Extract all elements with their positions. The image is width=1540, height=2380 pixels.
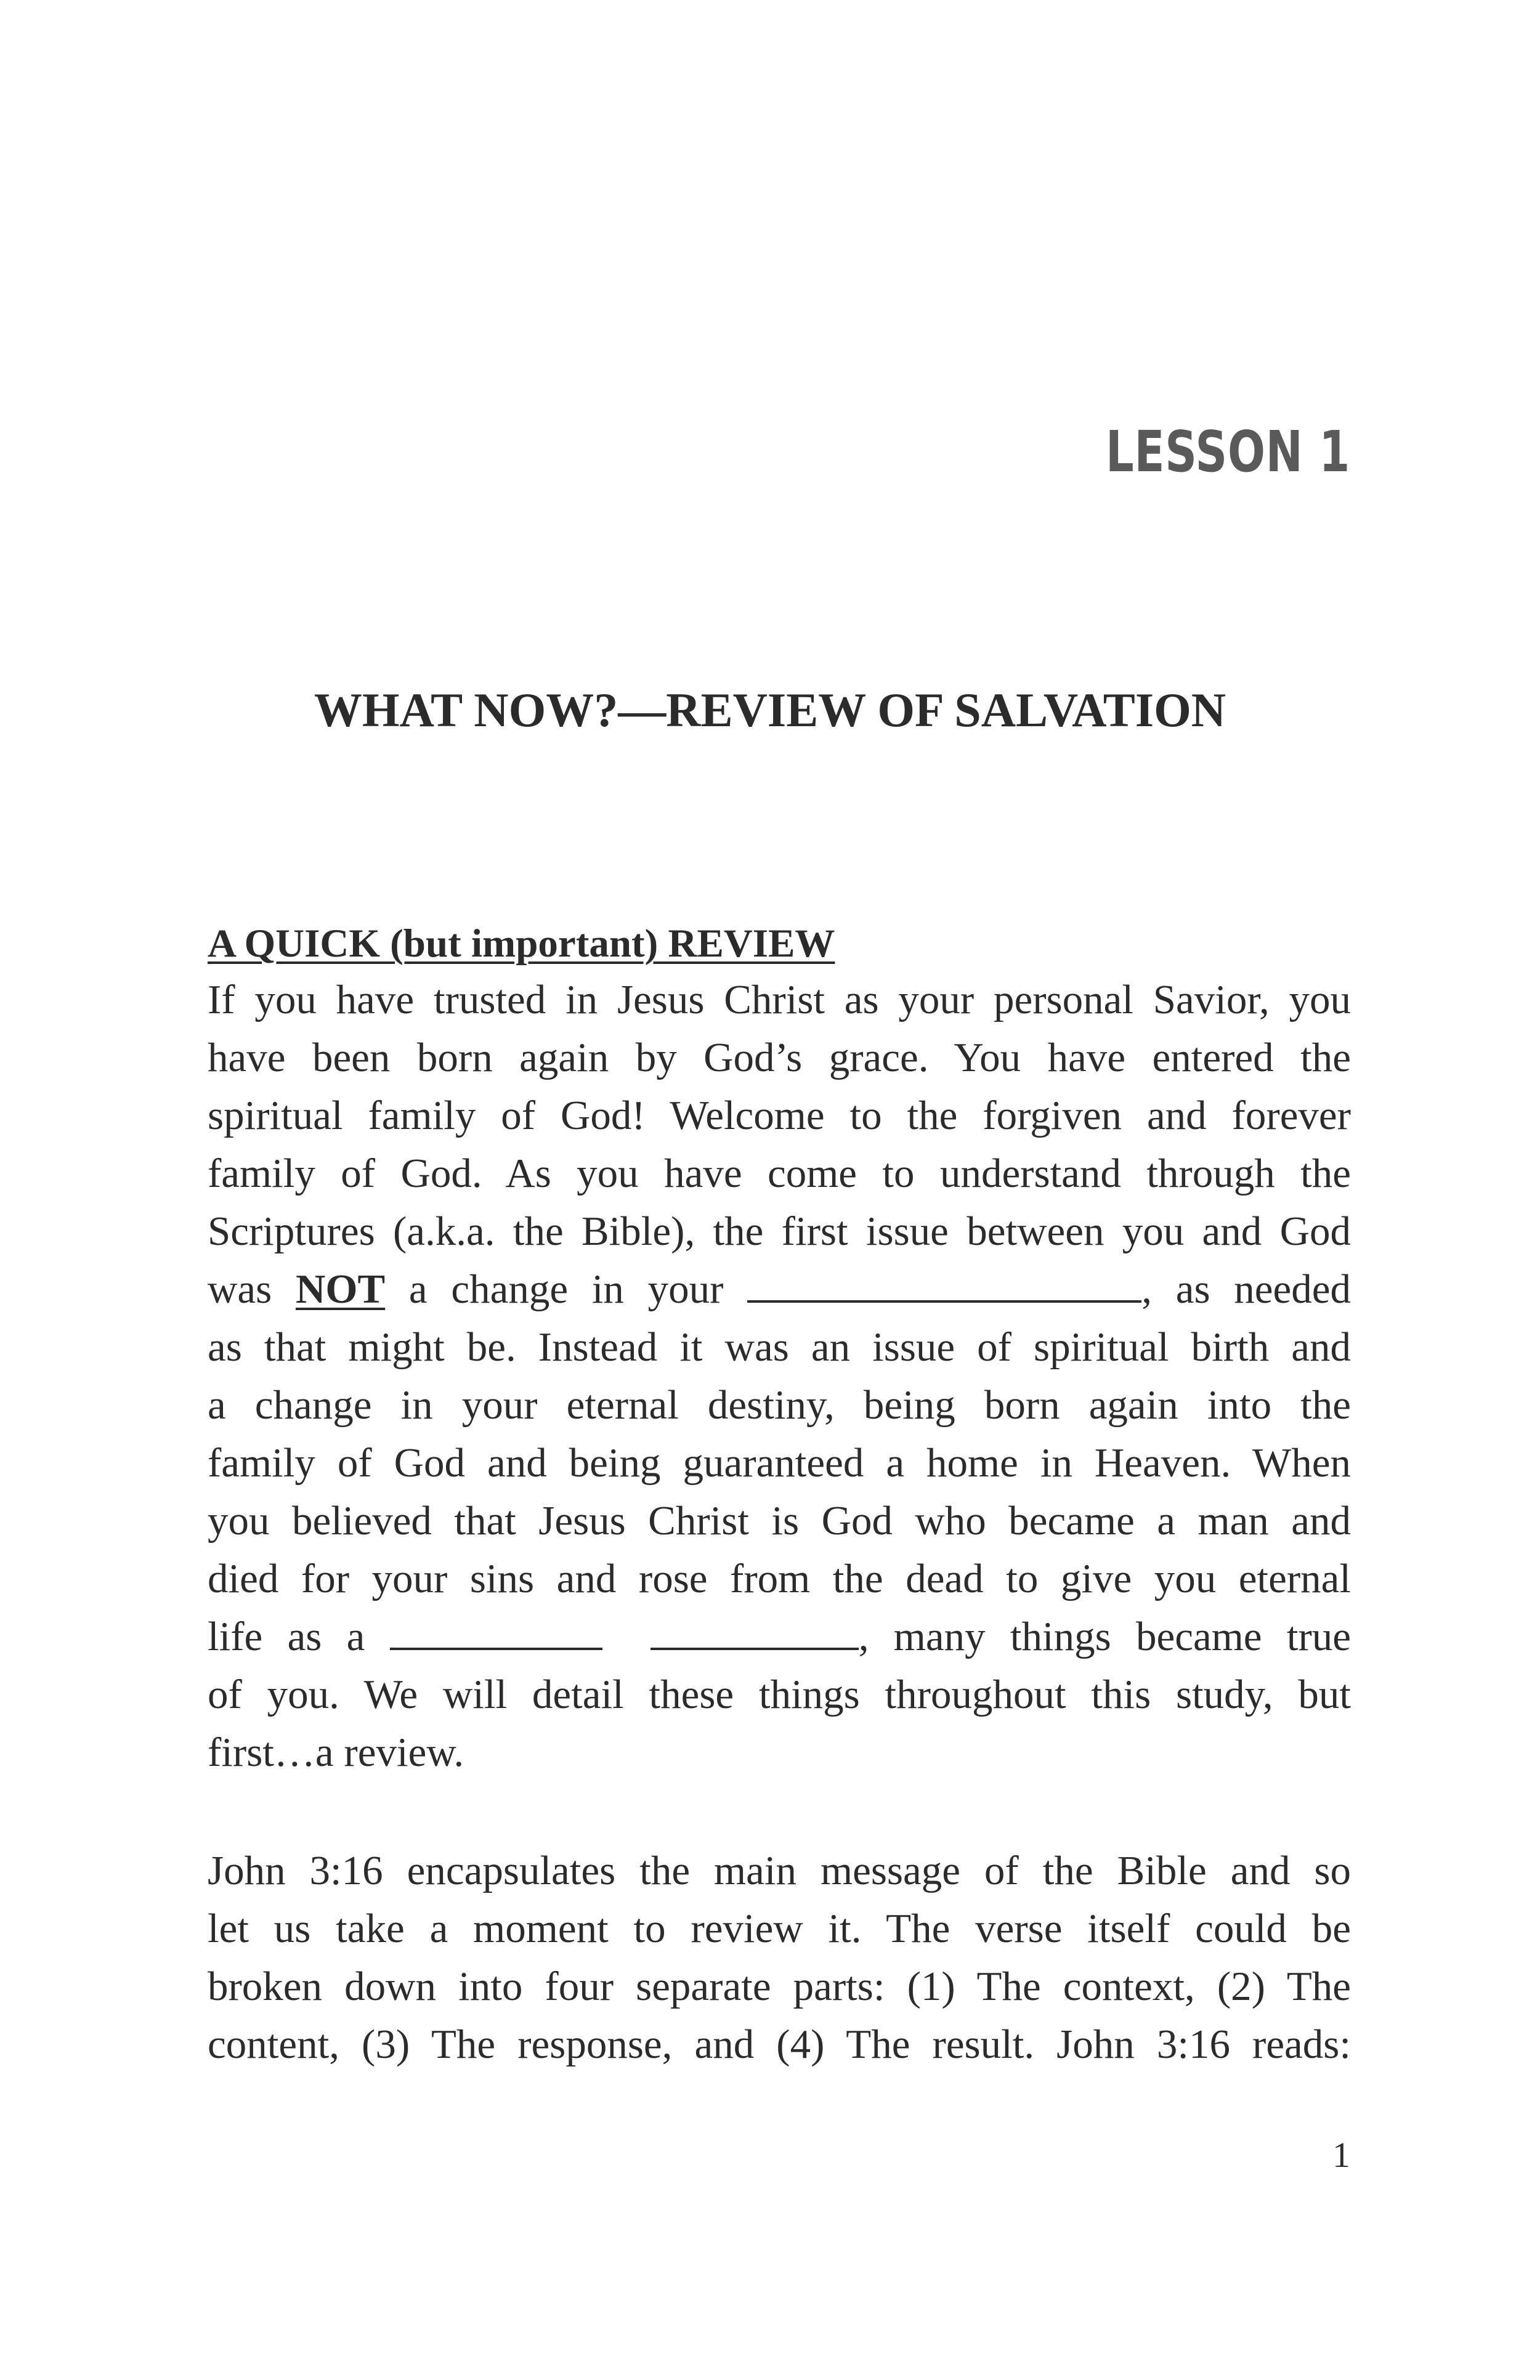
emphasis-not: NOT bbox=[295, 1266, 386, 1312]
lesson-label: LESSON 1 bbox=[1105, 419, 1350, 485]
text-line: let us take a moment to review it. The verse itself could be bbox=[208, 1906, 1351, 1951]
text-line: a change in your eternal destiny, being born again into the bbox=[208, 1382, 1351, 1428]
text-line: John 3:16 encapsulates the main message of the Bible and so bbox=[208, 1848, 1351, 1893]
text-line: spiritual family of God! Welcome to the forgiven and forever bbox=[208, 1093, 1351, 1138]
text-line: have been born again by God’s grace. You have entered the bbox=[208, 1035, 1351, 1080]
chapter-title: WHAT NOW?—REVIEW OF SALVATION bbox=[314, 683, 1226, 737]
paragraph-john-3-16 bbox=[208, 1842, 1351, 2073]
fill-in-blank bbox=[650, 1612, 859, 1650]
text-line: broken down into four separate parts: (1) The context, (2) The bbox=[208, 1964, 1351, 2009]
text-line: content, (3) The response, and (4) The result. John 3:16 reads: bbox=[208, 2022, 1351, 2067]
text-line: died for your sins and rose from the dead to give you eternal bbox=[208, 1556, 1351, 1601]
text-line: you believed that Jesus Christ is God who became a man and bbox=[208, 1498, 1351, 1544]
text-line-with-blanks bbox=[208, 1608, 1351, 1666]
fill-in-blank bbox=[747, 1265, 1141, 1303]
section-heading: A QUICK (but important) REVIEW bbox=[208, 921, 835, 966]
fill-in-blank bbox=[390, 1612, 602, 1650]
text-fragment: life as a bbox=[208, 1614, 390, 1659]
text-line: Scriptures (a.k.a. the Bible), the first issue between you and God bbox=[208, 1208, 1351, 1254]
text-fragment: was bbox=[208, 1266, 296, 1312]
paragraph-review bbox=[208, 971, 1351, 1781]
text-fragment: , as needed bbox=[1141, 1266, 1351, 1312]
text-fragment: a change in your bbox=[385, 1266, 748, 1312]
page-number: 1 bbox=[1332, 2135, 1350, 2175]
text-fragment: , many things became true bbox=[858, 1614, 1351, 1659]
text-line: as that might be. Instead it was an issue of spiritual birth and bbox=[208, 1324, 1351, 1370]
text-line: first…a review. bbox=[208, 1730, 464, 1775]
text-line: If you have trusted in Jesus Christ as your personal Savior, you bbox=[208, 977, 1351, 1022]
text-line: family of God. As you have come to understand through the bbox=[208, 1151, 1351, 1196]
text-line: of you. We will detail these things throughout this study, but bbox=[208, 1672, 1351, 1717]
text-line: family of God and being guaranteed a home in Heaven. When bbox=[208, 1440, 1351, 1486]
text-line-with-blank bbox=[208, 1260, 1351, 1318]
